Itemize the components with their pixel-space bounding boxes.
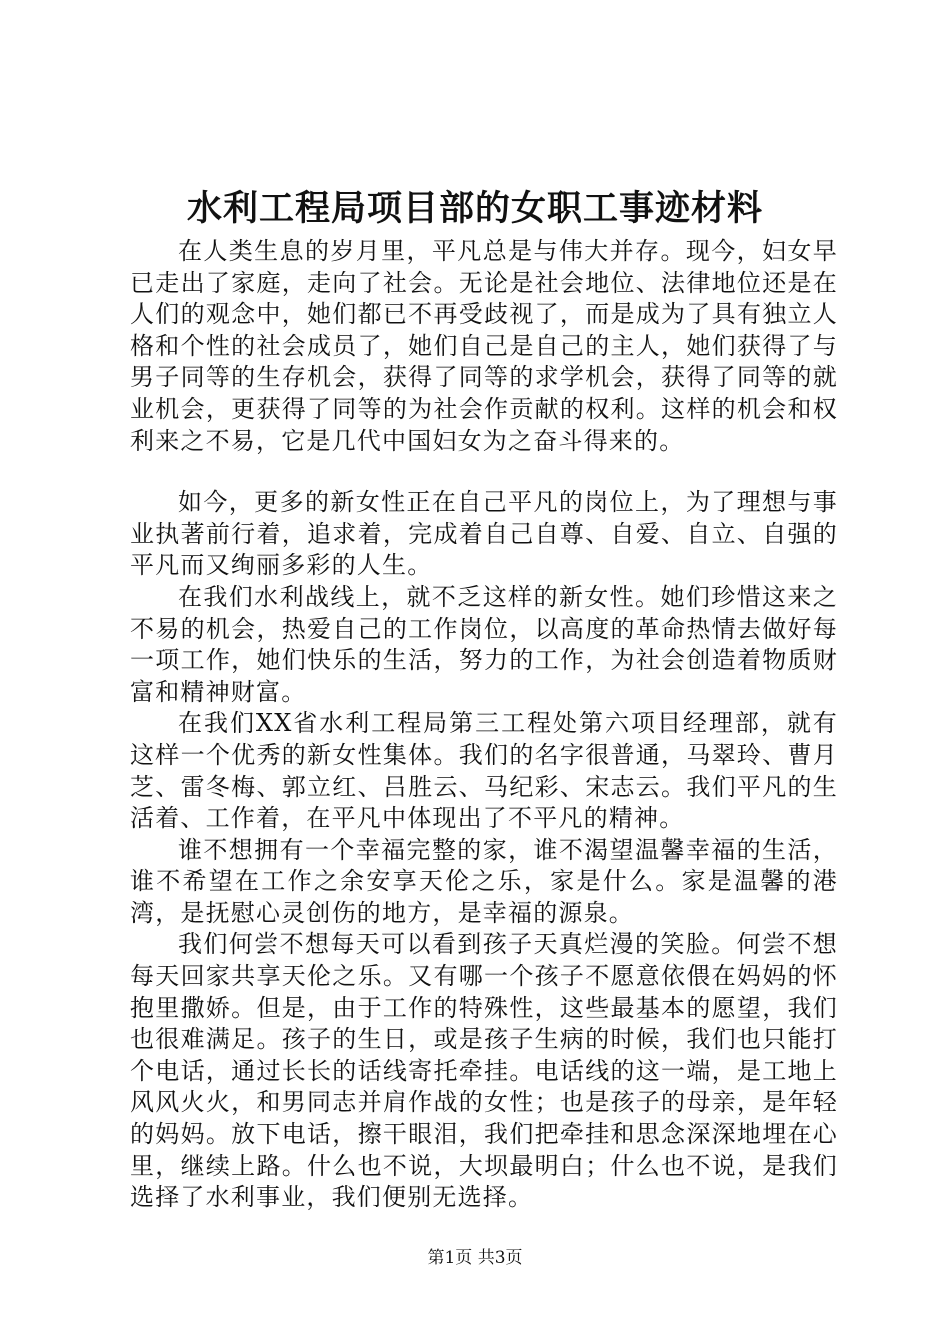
page-number: 第1页 xyxy=(427,1248,473,1268)
document-body xyxy=(130,236,838,1214)
page-total: 共3页 xyxy=(477,1248,523,1268)
paragraph: 谁不想拥有一个幸福完整的家，谁不渴望温馨幸福的生活，谁不希望在工作之余安享天伦之乐，家是什么。家是温馨的港湾，是抚慰心灵创伤的地方，是幸福的源泉。 xyxy=(130,835,838,927)
document-title: 水利工程局项目部的女职工事迹材料 xyxy=(186,188,763,229)
paragraph: 在我们水利战线上，就不乏这样的新女性。她们珍惜这来之不易的机会，热爱自己的工作岗位，以高度的革命热情去做好每一项工作，她们快乐的生活，努力的工作，为社会创造着物质财富和精神财富。 xyxy=(130,582,838,706)
paragraph: 我们何尝不想每天可以看到孩子天真烂漫的笑脸。何尝不想每天回家共享天伦之乐。又有哪一个孩子不愿意依偎在妈妈的怀抱里撒娇。但是，由于工作的特殊性，这些最基本的愿望，我们也很难满足。孩子的生日，或是孩子生病的时候，我们也只能打个电话，通过长长的话线寄托牵挂。电话线的这一端，是工地上风风火火，和男同志并肩作战的女性；也是孩子的母亲，是年轻的妈妈。放下电话，擦干眼泪，我们把牵挂和思念深深地埋在心里，继续上路。什么也不说，大坝最明白；什么也不说，是我们选择了水利事业，我们便别无选择。 xyxy=(130,930,838,1212)
paragraph: 在我们XX省水利工程局第三工程处第六项目经理部，就有这样一个优秀的新女性集体。我们的名字很普通，马翠玲、曹月芝、雷冬梅、郭立红、吕胜云、马纪彩、宋志云。我们平凡的生活着、工作着，在平凡中体现出了不平凡的精神。 xyxy=(130,709,838,833)
paragraph: 如今，更多的新女性正在自己平凡的岗位上，为了理想与事业执著前行着，追求着，完成着自己自尊、自爱、自立、自强的平凡而又绚丽多彩的人生。 xyxy=(130,488,838,580)
paragraph: 在人类生息的岁月里，平凡总是与伟大并存。现今，妇女早已走出了家庭，走向了社会。无论是社会地位、法律地位还是在人们的观念中，她们都已不再受歧视了，而是成为了具有独立人格和个性的社会成员了，她们自己是自己的主人，她们获得了与男子同等的生存机会，获得了同等的求学机会，获得了同等的就业机会，更获得了同等的为社会作贡献的权利。这样的机会和权利来之不易，它是几代中国妇女为之奋斗得来的。 xyxy=(130,237,838,455)
page-footer xyxy=(0,1247,950,1269)
